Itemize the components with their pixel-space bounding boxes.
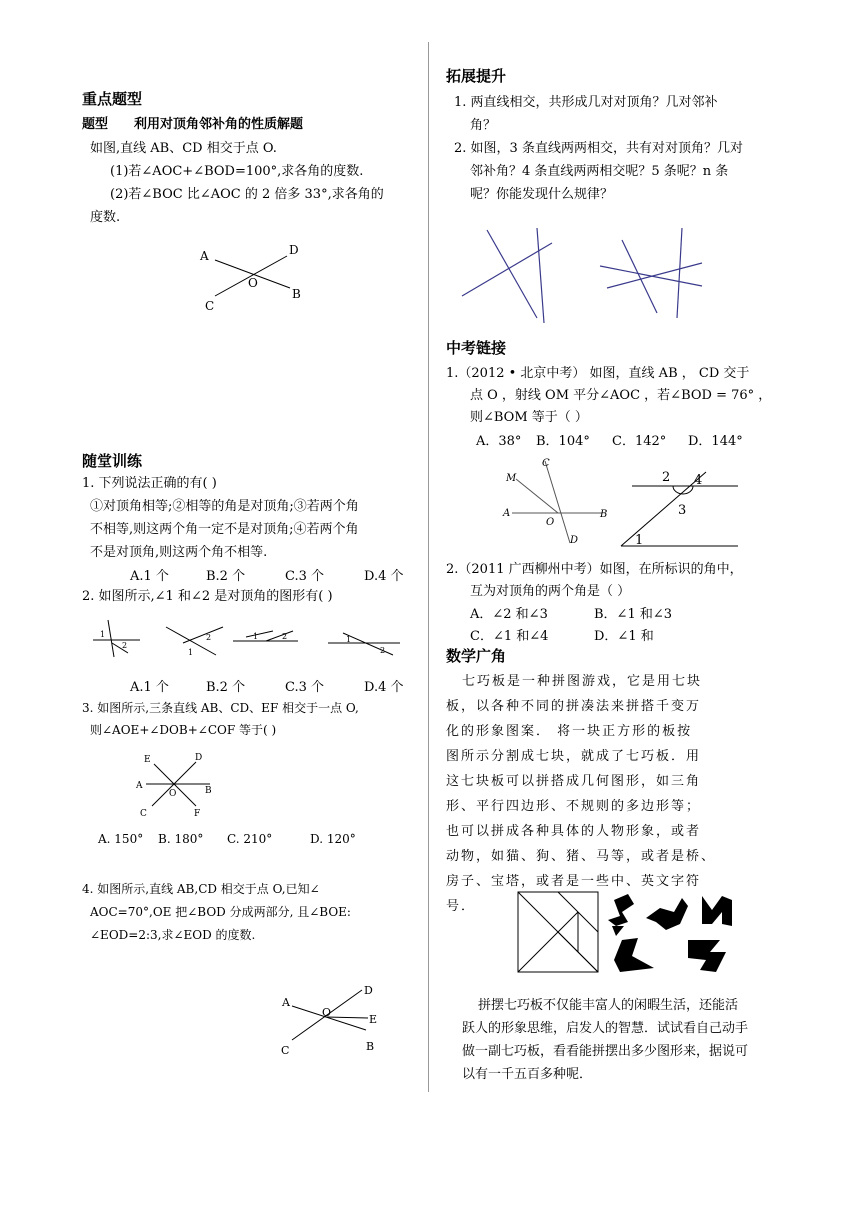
label-a: A	[200, 249, 209, 263]
svg-text:1: 1	[188, 648, 194, 657]
q3-option-c: C. 210°	[227, 832, 273, 846]
svg-text:F: F	[194, 809, 201, 819]
label-d2: D	[570, 535, 579, 546]
exam-q2-line2: 互为对顶角的两个角是（ ）	[470, 584, 631, 599]
closing-line-1: 拼摆七巧板不仅能丰富人的闲暇生活，还能活	[478, 998, 739, 1013]
angle-label-1: 1	[635, 533, 644, 548]
extension-q2-line2: 邻补角？4 条直线两两相交呢？5 条呢？n 条	[470, 164, 729, 179]
closing-line-2: 跃人的形象思维，启发人的智慧．试试看自己动手	[462, 1021, 749, 1036]
tangram-line-10: 号．	[446, 899, 477, 914]
exam-q2-option-b: B．∠1 和∠3	[594, 607, 673, 622]
question-part1: (1)若∠AOC+∠BOD=100°,求各角的度数.	[110, 164, 364, 179]
q1-option-b: B.2 个	[206, 569, 246, 584]
svg-text:O: O	[322, 1006, 332, 1019]
practice-q1-line1: ①对顶角相等;②相等的角是对顶角;③若两个角	[90, 499, 359, 514]
svg-text:2: 2	[380, 646, 386, 655]
svg-text:E: E	[369, 1013, 378, 1026]
label-m: M	[506, 473, 517, 484]
exam-q1-line1: 1.（2012 • 北京中考） 如图，直线 AB ， CD 交于	[446, 366, 750, 381]
practice-q1-line3: 不是对顶角,则这两个角不相等.	[90, 545, 268, 560]
section-title-practice: 随堂训练	[82, 452, 143, 470]
question-part2-line1: (2)若∠BOC 比∠AOC 的 2 倍多 33°,求各角的	[110, 187, 384, 202]
section-title-exam-link: 中考链接	[446, 339, 507, 357]
tangram-paragraph	[446, 669, 781, 919]
closing-line-3: 做一副七巧板，看看能拼摆出多少图形来，据说可	[462, 1044, 749, 1059]
practice-q1-line2: 不相等,则这两个角一定不是对顶角;④若两个角	[90, 522, 359, 537]
extension-q2-line3: 呢？你能发现什么规律？	[470, 187, 614, 202]
svg-text:D: D	[195, 753, 203, 763]
figure-three-lines	[132, 748, 222, 820]
exam-q2-option-d: D．∠1 和	[594, 629, 654, 644]
svg-text:1: 1	[346, 635, 352, 644]
exam-q1-option-c: C．142°	[612, 434, 667, 449]
svg-text:2: 2	[206, 633, 212, 642]
label-d: D	[289, 243, 299, 257]
practice-q3-line2: 则∠AOE+∠DOB+∠COF 等于( )	[90, 723, 277, 737]
extension-q1-line1: 1. 两直线相交，共形成几对对顶角？几对邻补	[454, 95, 718, 110]
figure-intersecting-lines-ab-cd	[195, 238, 310, 318]
tangram-line-1: 七巧板是一种拼图游戏，它是用七块	[462, 674, 703, 689]
q1-option-a: A.1 个	[130, 569, 169, 584]
exam-q1-option-a: A．38°	[476, 434, 522, 449]
label-c2: C	[542, 458, 550, 469]
svg-text:B: B	[205, 786, 212, 796]
svg-text:E: E	[144, 755, 151, 765]
svg-text:C: C	[281, 1044, 290, 1057]
exam-q1-option-b: B．104°	[536, 434, 590, 449]
q2-option-d: D.4 个	[364, 680, 404, 695]
tangram-line-2: 板，以各种不同的拼凑法来拼搭千变万	[446, 699, 702, 714]
figure-lines-with-ray-oe	[276, 978, 386, 1060]
label-o2: O	[546, 517, 555, 528]
practice-q1: 1. 下列说法正确的有( )	[82, 476, 217, 491]
svg-text:A: A	[282, 996, 290, 1009]
figure-exam-q1	[500, 455, 615, 547]
tangram-figures	[516, 890, 741, 978]
practice-q3-line1: 3. 如图所示,三条直线 AB、CD、EF 相交于一点 O,	[82, 701, 359, 715]
exam-q2-option-c: C．∠1 和∠4	[470, 629, 549, 644]
angle-label-4: 4	[694, 473, 703, 488]
section-title-math-corner: 数学广角	[446, 647, 507, 665]
svg-text:1: 1	[253, 632, 259, 641]
tangram-closing	[446, 994, 781, 1086]
label-b2: B	[600, 509, 608, 520]
label-a2: A	[503, 508, 511, 519]
exam-q1-line2: 点 O ，射线 OM 平分∠AOC ，若∠BOD = 76° ，	[470, 388, 772, 403]
label-c: C	[205, 299, 215, 313]
extension-q2-line1: 2. 如图，3 条直线两两相交，共有对对顶角？几对	[454, 141, 743, 156]
label-o: O	[248, 276, 258, 290]
q3-option-b: B. 180°	[158, 832, 204, 846]
figure-exam-q2	[618, 462, 743, 552]
tangram-silhouettes-icon	[608, 894, 732, 972]
practice-q4-line1: 4. 如图所示,直线 AB,CD 相交于点 O,已知∠	[82, 882, 320, 896]
q1-option-d: D.4 个	[364, 569, 404, 584]
column-divider	[428, 42, 429, 1092]
extension-q1-line2: 角？	[470, 118, 497, 133]
q2-option-b: B.2 个	[206, 680, 246, 695]
practice-q4-line3: ∠EOD=2:3,求∠EOD 的度数.	[90, 928, 256, 942]
svg-text:D: D	[364, 984, 373, 997]
section-title-key-types: 重点题型	[82, 90, 143, 108]
q3-option-a: A. 150°	[98, 832, 144, 846]
figure-angle-pairs	[88, 615, 408, 660]
exam-q2-option-a: A．∠2 和∠3	[470, 607, 548, 622]
practice-q4-line2: AOC=70°,OE 把∠BOD 分成两部分, 且∠BOE:	[90, 905, 351, 919]
svg-text:1: 1	[100, 630, 106, 639]
closing-line-4: 以有一千五百多种呢．	[462, 1067, 593, 1082]
q2-option-c: C.3 个	[285, 680, 325, 695]
q3-option-d: D. 120°	[310, 832, 356, 846]
tangram-line-4: 图所示分割成七块，就成了七巧板．用	[446, 749, 702, 764]
svg-text:B: B	[366, 1040, 375, 1053]
svg-text:A: A	[136, 781, 143, 791]
exam-q1-option-d: D．144°	[688, 434, 743, 449]
tangram-line-5: 这七块板可以拼搭成几何图形，如三角	[446, 774, 702, 789]
q2-option-a: A.1 个	[130, 680, 169, 695]
tangram-line-7: 也可以拼成各种具体的人物形象，或者	[446, 824, 702, 839]
tangram-line-8: 动物，如猫、狗、猪、马等，或者是桥、	[446, 849, 717, 864]
tangram-line-3: 化的形象图案． 将一块正方形的板按	[446, 724, 693, 739]
type-title: 利用对顶角邻补角的性质解题	[134, 117, 304, 132]
angle-label-2: 2	[662, 470, 671, 485]
svg-text:2: 2	[282, 632, 288, 641]
svg-text:O: O	[169, 789, 177, 799]
angle-label-3: 3	[678, 503, 687, 518]
svg-text:C: C	[140, 809, 147, 819]
question-part2-line2: 度数.	[90, 210, 121, 225]
label-b: B	[292, 287, 301, 301]
type-label: 题型	[82, 117, 109, 132]
question-intro: 如图,直线 AB、CD 相交于点 O.	[90, 141, 277, 156]
q1-option-c: C.3 个	[285, 569, 325, 584]
tangram-line-9: 房子、宝塔，或者是一些中、英文字符	[446, 874, 702, 889]
figure-three-lines-and-four-lines	[452, 218, 712, 328]
tangram-line-6: 形、平行四边形、不规则的多边形等；	[446, 799, 702, 814]
section-title-extension: 拓展提升	[446, 67, 507, 85]
exam-q2-line1: 2.（2011 广西柳州中考）如图，在所标识的角中，	[446, 562, 743, 577]
svg-text:2: 2	[122, 641, 128, 650]
exam-q1-line3: 则∠BOM 等于（ ）	[470, 410, 588, 425]
practice-q2: 2. 如图所示,∠1 和∠2 是对顶角的图形有( )	[82, 589, 333, 604]
